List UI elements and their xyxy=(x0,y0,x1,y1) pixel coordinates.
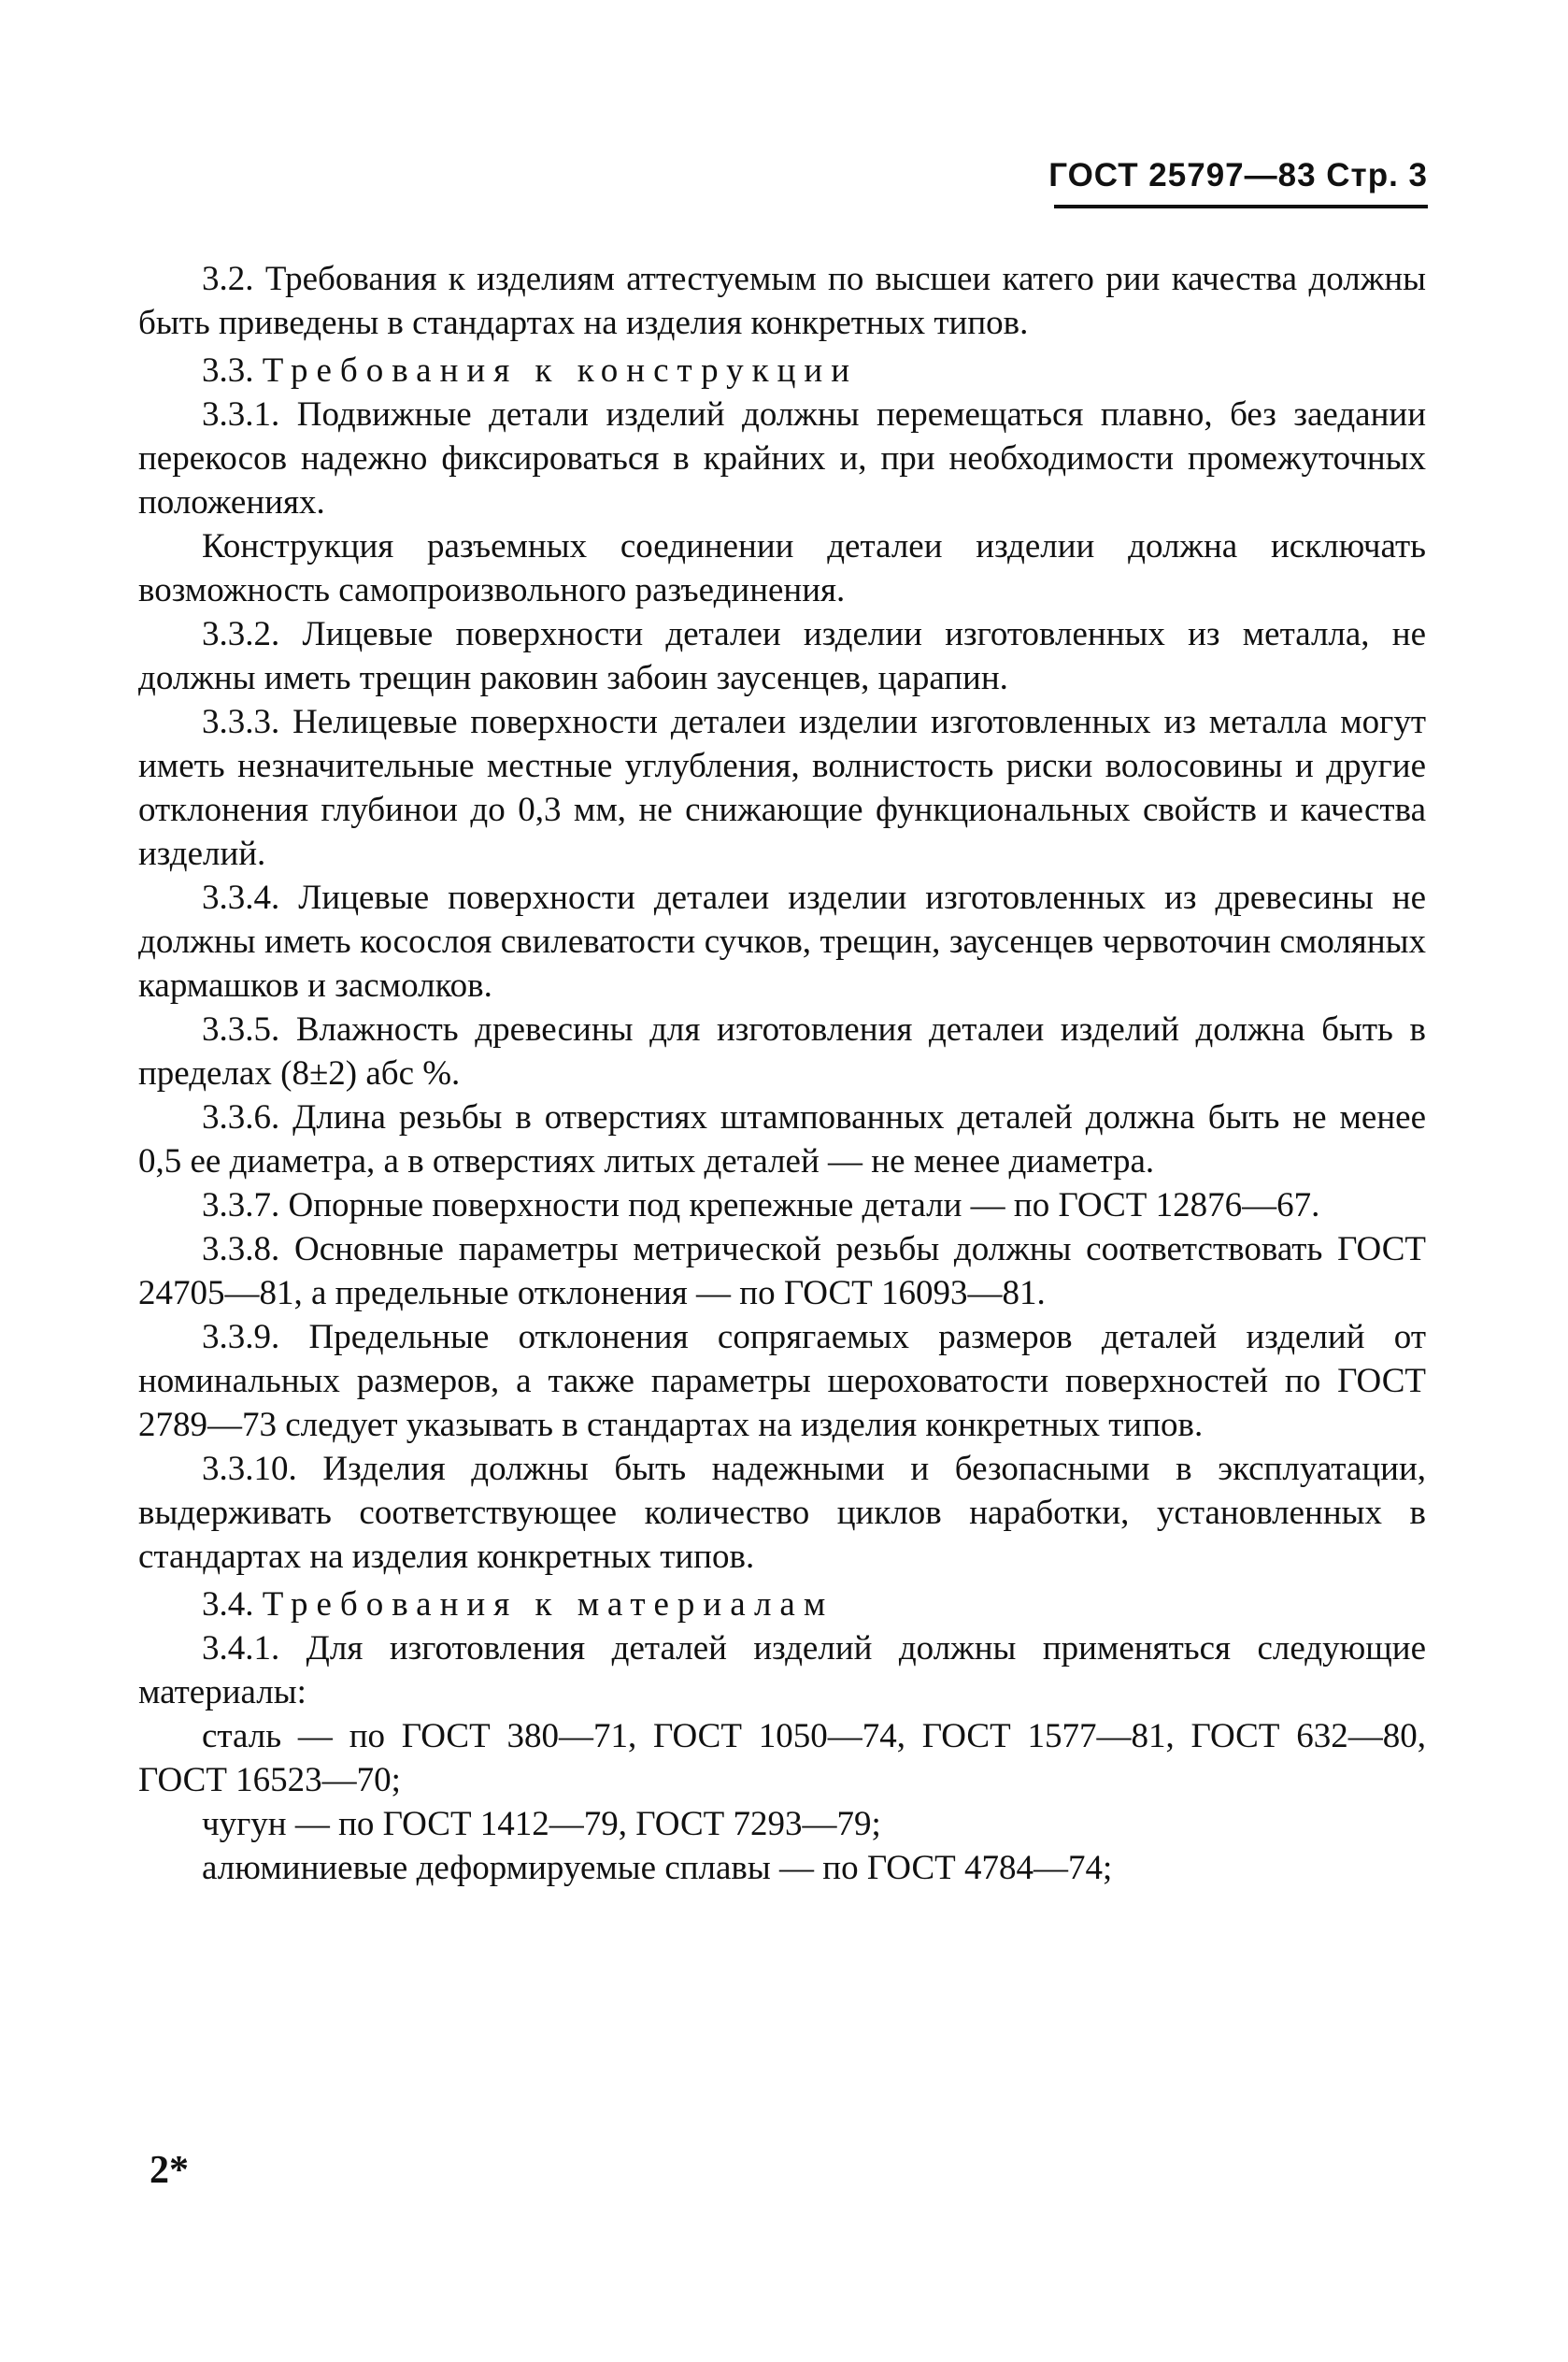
paragraph: 3.4.1. Для изготовления деталей изделий должны применяться следующие материалы: xyxy=(138,1629,1426,1711)
section-number: 3.3. xyxy=(202,351,254,390)
paragraph: 3.3.6. Длина резьбы в отверстиях штампованных деталей должна быть не менее 0,5 ее диаметра, а в отверстиях литых деталей — не менее диаметра. xyxy=(138,1098,1426,1181)
section-heading xyxy=(138,1582,1426,1626)
paragraph: 3.2. Требования к изделиям аттестуемым по высшеи катего рии качества должны быть приведены в стандартах на изделия конкретных типов. xyxy=(138,260,1426,342)
paragraph: Конструкция разъемных соединении деталеи изделии должна исключать возможность самопроизвольного разъединения. xyxy=(138,527,1426,609)
paragraph: сталь — по ГОСТ 380—71, ГОСТ 1050—74, ГОСТ 1577—81, ГОСТ 632—80, ГОСТ 16523—70; xyxy=(138,1717,1426,1799)
section-title: Требования к конструкции xyxy=(262,351,859,390)
section-heading xyxy=(138,349,1426,393)
paragraph: 3.3.3. Нелицевые поверхности деталеи изделии изготовленных из металла могут иметь незначительные местные углубления, волнистость риски волосовины и другие отклонения глубинои до 0,3 мм, не снижающие функциональных свойств и качества изделий. xyxy=(138,703,1426,873)
paragraph: 3.3.9. Предельные отклонения сопрягаемых размеров деталей изделий от номинальных размеров, а также параметры шероховатости поверхностей по ГОСТ 2789—73 следует указывать в стандартах на изделия конкретных типов. xyxy=(138,1318,1426,1444)
paragraph: 3.3.7. Опорные поверхности под крепежные детали — по ГОСТ 12876—67. xyxy=(202,1186,1320,1224)
page-footer-mark: 2* xyxy=(150,2149,189,2192)
section-number: 3.4. xyxy=(202,1585,254,1624)
section-title: Требования к материалам xyxy=(262,1585,834,1624)
paragraph: 3.3.1. Подвижные детали изделий должны перемещаться плавно, без заедании перекосов надежно фиксироваться в крайних и, при необходимости промежуточных положениях. xyxy=(138,395,1426,522)
page-header: ГОСТ 25797—83 Стр. 3 xyxy=(1048,157,1428,193)
paragraph: 3.3.5. Влажность древесины для изготовления деталеи изделий должна быть в пределах (8±2) абс %. xyxy=(138,1010,1426,1093)
header-rule xyxy=(1054,205,1428,208)
document-body xyxy=(138,257,1426,1890)
paragraph: 3.3.2. Лицевые поверхности деталеи изделии изготовленных из металла, не должны иметь трещин раковин забоин заусенцев, царапин. xyxy=(138,615,1426,697)
paragraph: чугун — по ГОСТ 1412—79, ГОСТ 7293—79; xyxy=(202,1805,881,1843)
paragraph: 3.3.10. Изделия должны быть надежными и безопасными в эксплуатации, выдерживать соответствующее количество циклов наработки, установленных в стандартах на изделия конкретных типов. xyxy=(138,1450,1426,1576)
paragraph: 3.3.4. Лицевые поверхности деталеи изделии изготовленных из древесины не должны иметь косослоя свилеватости сучков, трещин, заусенцев червоточин смоляных кармашков и засмолков. xyxy=(138,879,1426,1005)
paragraph: 3.3.8. Основные параметры метрической резьбы должны соответствовать ГОСТ 24705—81, а предельные отклонения — по ГОСТ 16093—81. xyxy=(138,1230,1426,1312)
paragraph: алюминиевые деформируемые сплавы — по ГОСТ 4784—74; xyxy=(202,1849,1113,1887)
